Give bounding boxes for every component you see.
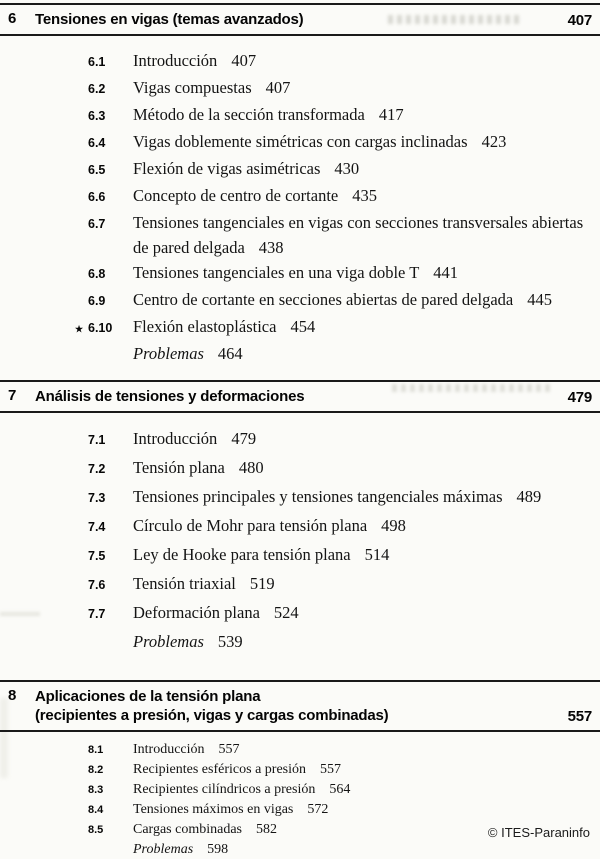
section-title: Tensiones tangenciales en una viga doble T — [133, 263, 420, 282]
toc-section-row — [88, 599, 585, 628]
section-title: Introducción — [133, 742, 205, 757]
section-entry — [133, 599, 299, 626]
section-title: Recipientes cilíndricos a presión — [133, 782, 316, 797]
section-number — [88, 262, 133, 287]
section-number — [88, 821, 133, 840]
toc-section-row — [88, 425, 585, 454]
toc-section-row — [88, 760, 585, 780]
section-page-number: 435 — [352, 186, 377, 205]
section-number — [88, 50, 133, 75]
section-number — [88, 572, 133, 599]
section-entry — [133, 102, 404, 127]
section-title: Problemas — [133, 632, 204, 651]
chapter-page-number: 479 — [567, 389, 592, 406]
chapter-number: 6 — [8, 10, 17, 27]
toc-section-row — [88, 840, 585, 859]
publisher-copyright: © ITES-Paraninfo — [487, 825, 590, 840]
section-entry — [133, 541, 389, 568]
chapter-title — [35, 387, 568, 406]
section-number-text: 7.1 — [88, 433, 106, 447]
section-entry — [133, 760, 341, 779]
section-entry — [133, 129, 506, 154]
section-number — [88, 543, 133, 570]
section-page-number: 524 — [273, 603, 299, 622]
section-number-text: 6.6 — [88, 190, 106, 204]
section-number — [88, 427, 133, 454]
section-title: Ley de Hooke para tensión plana — [133, 545, 351, 564]
section-number — [88, 601, 133, 628]
section-number-text: 7.4 — [88, 520, 106, 534]
toc-section-row — [88, 210, 585, 260]
section-entry — [133, 210, 585, 260]
section-page-number: 514 — [364, 545, 390, 564]
section-entry — [133, 820, 277, 839]
section-number-text: 6.9 — [88, 294, 106, 308]
section-entry — [133, 341, 243, 366]
section-page-number: 441 — [433, 263, 459, 282]
section-title: Flexión de vigas asimétricas — [133, 159, 321, 178]
section-entry — [133, 570, 275, 597]
optional-section-star-marker: ★ — [75, 324, 84, 334]
toc-section-row — [88, 341, 585, 366]
section-title: Vigas doblemente simétricas con cargas inclinadas — [133, 132, 468, 151]
section-title: Deformación plana — [133, 603, 260, 622]
section-number — [88, 781, 133, 800]
chapter-title — [35, 687, 568, 725]
section-page-number: 438 — [258, 238, 284, 257]
section-page-number: 423 — [481, 132, 507, 151]
section-page-number: 479 — [231, 429, 257, 448]
section-number-text: 6.3 — [88, 109, 106, 123]
section-title: Centro de cortante en secciones abiertas de pared delgada — [133, 290, 514, 309]
section-title: Tensiones máximos en vigas — [133, 802, 294, 817]
section-page-number: 489 — [516, 487, 542, 506]
chapter-title-line: Análisis de tensiones y deformaciones — [35, 388, 305, 405]
toc-section-row — [88, 183, 585, 210]
section-title: Tensión triaxial — [133, 574, 236, 593]
section-page-number: 498 — [381, 516, 406, 535]
section-number — [88, 485, 133, 512]
section-number — [75, 316, 133, 341]
section-number-text: 6.10 — [88, 321, 113, 335]
section-entry — [133, 156, 359, 181]
section-page-number: 417 — [378, 105, 404, 124]
toc-section-row — [88, 740, 585, 760]
section-number-text: 6.5 — [88, 163, 106, 177]
section-entry — [133, 75, 290, 100]
section-number — [88, 77, 133, 102]
section-entry — [133, 780, 350, 799]
section-entry — [133, 314, 315, 339]
section-number — [88, 741, 133, 760]
section-page-number: 445 — [527, 290, 552, 309]
section-number — [88, 514, 133, 541]
section-number — [88, 456, 133, 483]
section-page-number: 572 — [307, 802, 329, 817]
chapter-title-line: Tensiones en vigas (temas avanzados) — [35, 11, 304, 28]
toc-section-row — [88, 483, 585, 512]
toc-chapter — [0, 380, 600, 655]
section-number-text: 7.6 — [88, 578, 106, 592]
toc-section-row — [88, 570, 585, 599]
section-page-number: 407 — [231, 51, 257, 70]
toc-section-row — [88, 48, 585, 75]
section-entry — [133, 628, 243, 655]
section-title: Problemas — [133, 344, 204, 363]
chapter-title — [35, 10, 568, 29]
section-entry — [133, 512, 406, 539]
section-number-text: 6.8 — [88, 267, 106, 281]
section-page-number: 519 — [249, 574, 275, 593]
section-entry — [133, 454, 264, 481]
chapter-header — [0, 3, 600, 36]
toc-section-row — [88, 75, 585, 102]
section-title: Tensiones tangenciales en vigas con secciones transversales abiertas de pared delgada — [133, 213, 584, 257]
section-number-text: 8.4 — [88, 804, 104, 816]
section-title: Introducción — [133, 429, 218, 448]
section-number — [88, 761, 133, 780]
section-entry — [133, 48, 256, 73]
toc-section-row — [88, 156, 585, 183]
section-number — [88, 158, 133, 183]
section-page-number: 454 — [290, 317, 316, 336]
section-page-number: 564 — [329, 782, 351, 797]
section-page-number: 557 — [218, 742, 240, 757]
section-page-number: 557 — [320, 762, 341, 777]
chapter-page-number: 407 — [567, 12, 592, 29]
chapter-sections — [88, 425, 585, 655]
chapter-title-line: Aplicaciones de la tensión plana — [35, 688, 261, 705]
chapter-title-line: (recipientes a presión, vigas y cargas combinadas) — [35, 707, 389, 724]
section-entry — [133, 183, 377, 208]
section-page-number: 430 — [334, 159, 360, 178]
chapter-header — [0, 380, 600, 413]
section-page-number: 480 — [238, 458, 264, 477]
section-number — [88, 131, 133, 156]
section-number-text: 7.5 — [88, 549, 106, 563]
toc-section-row — [75, 314, 585, 341]
section-entry — [133, 260, 458, 285]
section-page-number: 539 — [217, 632, 243, 651]
chapter-sections — [88, 740, 585, 859]
section-number-text: 8.3 — [88, 784, 104, 796]
section-title: Tensión plana — [133, 458, 225, 477]
section-page-number: 407 — [265, 78, 291, 97]
section-entry — [133, 483, 541, 510]
section-title: Método de la sección transformada — [133, 105, 365, 124]
toc-section-row — [88, 260, 585, 287]
toc-section-row — [88, 628, 585, 655]
toc-section-row — [88, 800, 585, 820]
section-page-number: 582 — [256, 822, 277, 837]
section-entry — [133, 425, 256, 452]
section-number-text: 6.7 — [88, 217, 106, 231]
chapter-page-number: 557 — [567, 708, 592, 725]
section-number-text: 6.1 — [88, 55, 106, 69]
chapter-header — [0, 680, 600, 732]
section-number — [88, 104, 133, 129]
section-number — [88, 185, 133, 210]
section-title: Recipientes esféricos a presión — [133, 762, 306, 777]
toc-section-row — [88, 102, 585, 129]
toc-section-row — [88, 454, 585, 483]
section-title: Flexión elastoplástica — [133, 317, 277, 336]
section-number-text: 7.7 — [88, 607, 106, 621]
section-number-text: 8.2 — [88, 764, 104, 776]
toc-section-row — [88, 287, 585, 314]
section-number — [88, 212, 133, 237]
section-page-number: 598 — [207, 842, 229, 857]
section-title: Círculo de Mohr para tensión plana — [133, 516, 368, 535]
section-number-text: 8.5 — [88, 824, 104, 836]
section-title: Cargas combinadas — [133, 822, 242, 837]
section-title: Tensiones principales y tensiones tangenciales máximas — [133, 487, 503, 506]
section-title: Concepto de centro de cortante — [133, 186, 339, 205]
section-number-text: 8.1 — [88, 744, 104, 756]
section-number — [88, 289, 133, 314]
section-title: Introducción — [133, 51, 218, 70]
section-number-text: 6.4 — [88, 136, 106, 150]
section-number — [88, 801, 133, 820]
toc-section-row — [88, 512, 585, 541]
chapter-number: 7 — [8, 387, 17, 404]
section-title: Vigas compuestas — [133, 78, 252, 97]
section-number-text: 7.2 — [88, 462, 106, 476]
section-title: Problemas — [133, 842, 194, 857]
section-entry — [133, 840, 228, 859]
section-page-number: 464 — [217, 344, 243, 363]
toc-chapter — [0, 3, 600, 366]
chapter-sections — [75, 48, 585, 366]
chapter-number: 8 — [8, 687, 17, 704]
toc-section-row — [88, 541, 585, 570]
toc-section-row — [88, 129, 585, 156]
section-entry — [133, 800, 328, 819]
section-entry — [133, 740, 240, 759]
toc-section-row — [88, 780, 585, 800]
section-number-text: 6.2 — [88, 82, 106, 96]
section-number-text: 7.3 — [88, 491, 106, 505]
section-entry — [133, 287, 552, 312]
